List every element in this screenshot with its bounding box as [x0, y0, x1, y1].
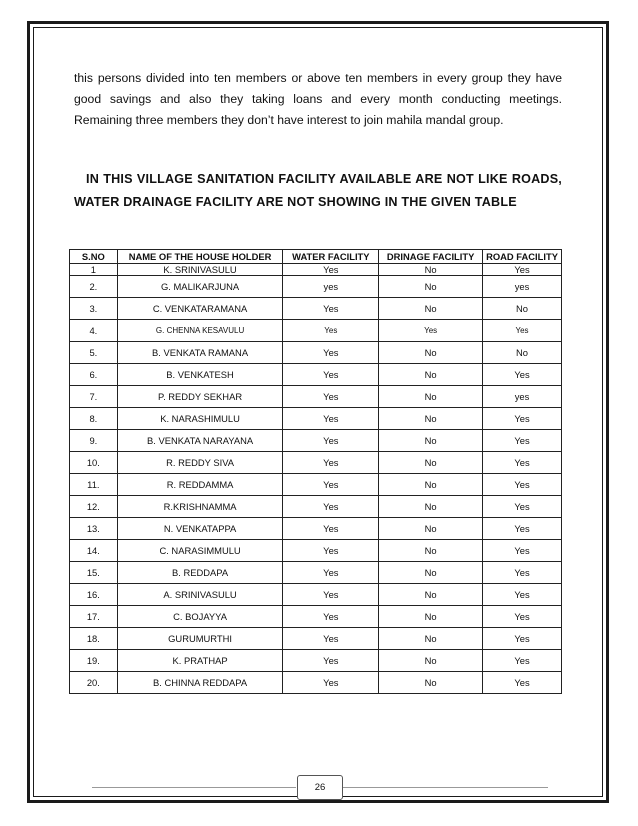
- cell-road: Yes: [483, 264, 562, 276]
- cell-drainage: No: [379, 342, 483, 364]
- cell-name: B. VENKATA RAMANA: [117, 342, 283, 364]
- section-heading: [74, 168, 562, 214]
- cell-water: Yes: [283, 320, 379, 342]
- cell-name: R. REDDY SIVA: [117, 452, 283, 474]
- cell-water: Yes: [283, 430, 379, 452]
- header-road: ROAD FACILITY: [483, 250, 562, 264]
- cell-drainage: No: [379, 540, 483, 562]
- cell-sno: 11.: [70, 474, 118, 496]
- table-body: [70, 264, 562, 694]
- facility-table: [69, 249, 562, 694]
- cell-sno: 13.: [70, 518, 118, 540]
- cell-water: Yes: [283, 606, 379, 628]
- section-heading-text: IN THIS VILLAGE SANITATION FACILITY AVAILABLE ARE NOT LIKE ROADS, WATER DRAINAGE FACILITY ARE NOT SHOWING IN THE GIVEN TABLE: [74, 172, 562, 209]
- cell-drainage: No: [379, 430, 483, 452]
- cell-sno: 4.: [70, 320, 118, 342]
- cell-sno: 7.: [70, 386, 118, 408]
- cell-road: yes: [483, 276, 562, 298]
- table-row: [70, 408, 562, 430]
- cell-sno: 15.: [70, 562, 118, 584]
- cell-sno: 18.: [70, 628, 118, 650]
- cell-drainage: No: [379, 452, 483, 474]
- cell-name: B. REDDAPA: [117, 562, 283, 584]
- cell-name: K. NARASHIMULU: [117, 408, 283, 430]
- cell-drainage: No: [379, 650, 483, 672]
- cell-road: No: [483, 298, 562, 320]
- cell-water: Yes: [283, 672, 379, 694]
- cell-water: Yes: [283, 650, 379, 672]
- cell-road: Yes: [483, 452, 562, 474]
- cell-sno: 10.: [70, 452, 118, 474]
- cell-sno: 20.: [70, 672, 118, 694]
- footer-rule-right: [341, 787, 548, 788]
- cell-sno: 12.: [70, 496, 118, 518]
- cell-water: Yes: [283, 342, 379, 364]
- cell-drainage: No: [379, 408, 483, 430]
- cell-road: Yes: [483, 606, 562, 628]
- table-row: [70, 342, 562, 364]
- cell-road: Yes: [483, 518, 562, 540]
- table-row: [70, 430, 562, 452]
- table-row: [70, 320, 562, 342]
- cell-road: Yes: [483, 430, 562, 452]
- table-row: [70, 650, 562, 672]
- cell-sno: 17.: [70, 606, 118, 628]
- cell-water: yes: [283, 276, 379, 298]
- table-row: [70, 584, 562, 606]
- cell-name: G. CHENNA KESAVULU: [117, 320, 283, 342]
- cell-sno: 1: [70, 264, 118, 276]
- cell-sno: 6.: [70, 364, 118, 386]
- cell-water: Yes: [283, 540, 379, 562]
- cell-drainage: No: [379, 298, 483, 320]
- cell-water: Yes: [283, 364, 379, 386]
- cell-name: R.KRISHNAMMA: [117, 496, 283, 518]
- header-sno: S.NO: [70, 250, 118, 264]
- cell-road: Yes: [483, 364, 562, 386]
- table-row: [70, 474, 562, 496]
- cell-name: C. BOJAYYA: [117, 606, 283, 628]
- cell-name: K. PRATHAP: [117, 650, 283, 672]
- table-row: [70, 562, 562, 584]
- cell-road: Yes: [483, 540, 562, 562]
- cell-sno: 19.: [70, 650, 118, 672]
- cell-name: G. MALIKARJUNA: [117, 276, 283, 298]
- table-row: [70, 628, 562, 650]
- cell-water: Yes: [283, 298, 379, 320]
- cell-water: Yes: [283, 628, 379, 650]
- header-name: NAME OF THE HOUSE HOLDER: [117, 250, 283, 264]
- cell-name: B. VENKATESH: [117, 364, 283, 386]
- table-row: [70, 452, 562, 474]
- table-row: [70, 496, 562, 518]
- cell-drainage: No: [379, 562, 483, 584]
- cell-drainage: No: [379, 672, 483, 694]
- cell-water: Yes: [283, 452, 379, 474]
- cell-drainage: No: [379, 364, 483, 386]
- header-drainage: DRINAGE FACILITY: [379, 250, 483, 264]
- cell-drainage: No: [379, 628, 483, 650]
- cell-drainage: No: [379, 264, 483, 276]
- table-row: [70, 606, 562, 628]
- cell-name: P. REDDY SEKHAR: [117, 386, 283, 408]
- cell-water: Yes: [283, 518, 379, 540]
- cell-name: C. NARASIMMULU: [117, 540, 283, 562]
- cell-name: B. VENKATA NARAYANA: [117, 430, 283, 452]
- table-row: [70, 298, 562, 320]
- table-row: [70, 672, 562, 694]
- cell-water: Yes: [283, 496, 379, 518]
- cell-sno: 14.: [70, 540, 118, 562]
- cell-road: yes: [483, 386, 562, 408]
- cell-road: No: [483, 342, 562, 364]
- cell-drainage: No: [379, 496, 483, 518]
- page-number: 26: [297, 775, 343, 800]
- cell-drainage: No: [379, 584, 483, 606]
- cell-name: GURUMURTHI: [117, 628, 283, 650]
- cell-name: K. SRINIVASULU: [117, 264, 283, 276]
- cell-name: C. VENKATARAMANA: [117, 298, 283, 320]
- cell-sno: 16.: [70, 584, 118, 606]
- cell-sno: 3.: [70, 298, 118, 320]
- cell-road: Yes: [483, 584, 562, 606]
- cell-water: Yes: [283, 562, 379, 584]
- cell-water: Yes: [283, 408, 379, 430]
- cell-road: Yes: [483, 408, 562, 430]
- cell-sno: 9.: [70, 430, 118, 452]
- cell-name: R. REDDAMMA: [117, 474, 283, 496]
- table-row: [70, 276, 562, 298]
- cell-drainage: No: [379, 518, 483, 540]
- cell-road: Yes: [483, 628, 562, 650]
- cell-road: Yes: [483, 320, 562, 342]
- cell-road: Yes: [483, 562, 562, 584]
- table-row: [70, 540, 562, 562]
- cell-road: Yes: [483, 672, 562, 694]
- table-row: [70, 264, 562, 276]
- cell-water: Yes: [283, 264, 379, 276]
- cell-name: N. VENKATAPPA: [117, 518, 283, 540]
- cell-sno: 8.: [70, 408, 118, 430]
- cell-water: Yes: [283, 386, 379, 408]
- cell-road: Yes: [483, 496, 562, 518]
- cell-water: Yes: [283, 584, 379, 606]
- table-row: [70, 364, 562, 386]
- body-paragraph: this persons divided into ten members or above ten members in every group they have good savings and also they taking loans and every month conducting meetings. Remaining three members they don’t have interest to join mahila mandal group.: [74, 71, 562, 127]
- cell-drainage: Yes: [379, 320, 483, 342]
- cell-drainage: No: [379, 386, 483, 408]
- footer-rule-left: [92, 787, 296, 788]
- cell-name: B. CHINNA REDDAPA: [117, 672, 283, 694]
- cell-sno: 5.: [70, 342, 118, 364]
- table-header-row: [70, 250, 562, 264]
- cell-sno: 2.: [70, 276, 118, 298]
- cell-water: Yes: [283, 474, 379, 496]
- table-row: [70, 518, 562, 540]
- cell-drainage: No: [379, 474, 483, 496]
- cell-name: A. SRINIVASULU: [117, 584, 283, 606]
- cell-road: Yes: [483, 474, 562, 496]
- header-water: WATER FACILITY: [283, 250, 379, 264]
- cell-road: Yes: [483, 650, 562, 672]
- cell-drainage: No: [379, 606, 483, 628]
- table-row: [70, 386, 562, 408]
- cell-drainage: No: [379, 276, 483, 298]
